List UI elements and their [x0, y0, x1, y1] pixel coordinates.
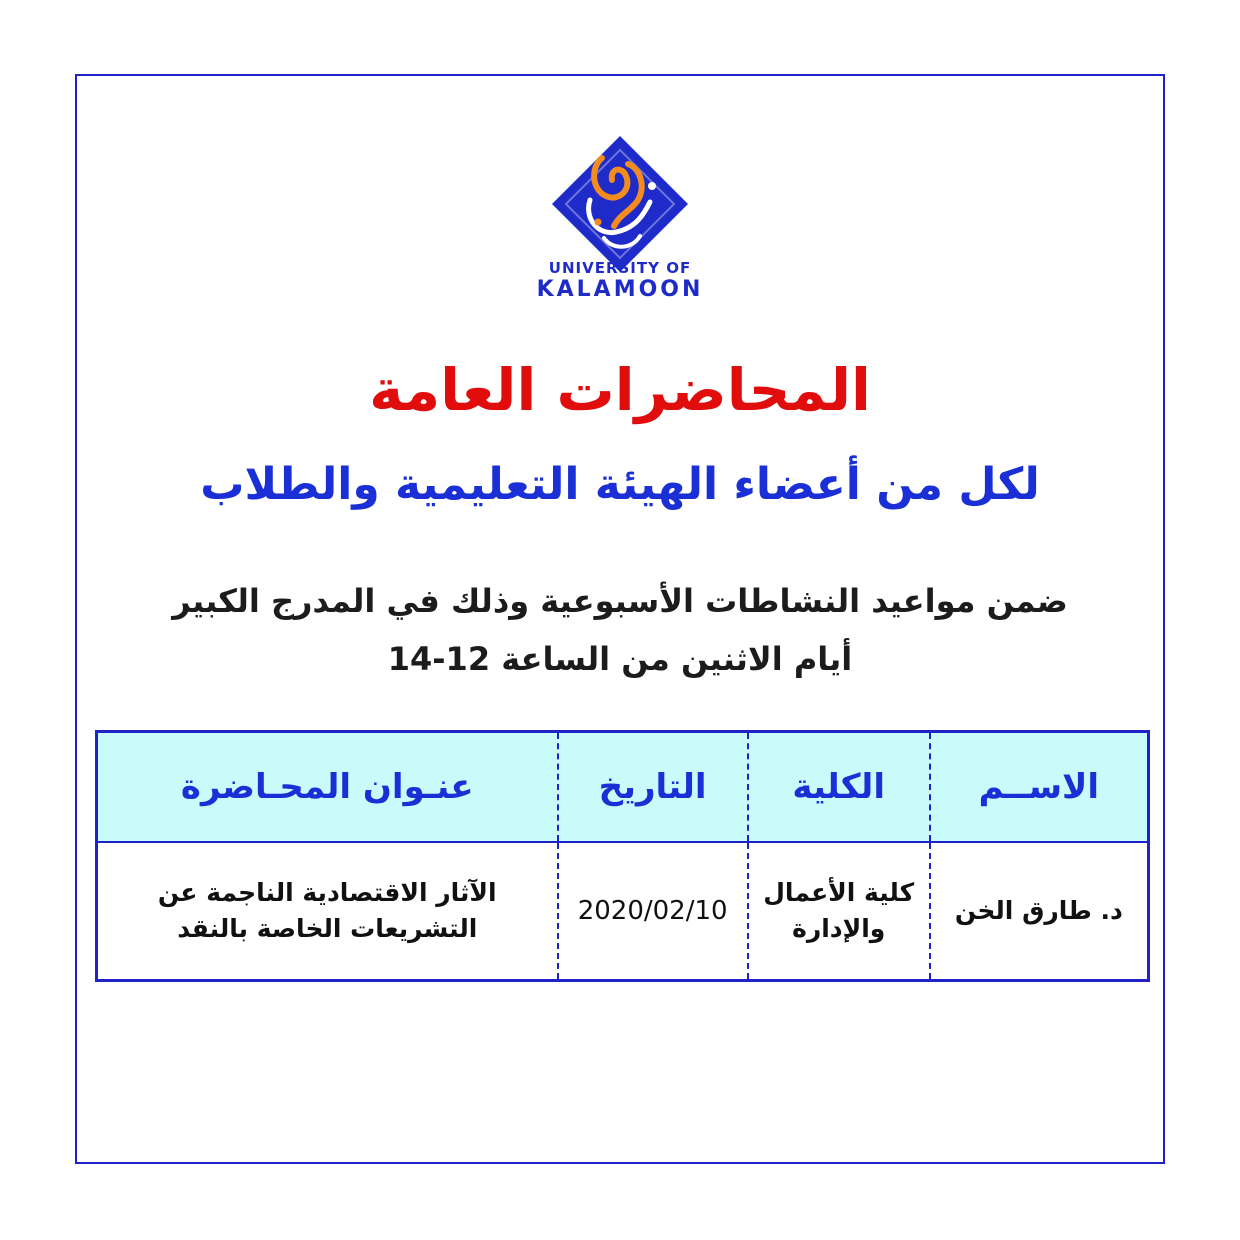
page-subtitle: لكل من أعضاء الهيئة التعليمية والطلاب — [200, 459, 1040, 510]
schedule-info — [110, 572, 1130, 688]
cell-name: د. طارق الخن — [930, 842, 1149, 981]
university-name-line1: UNIVERSITY OF — [548, 259, 692, 277]
cell-date: 2020/02/10 — [558, 842, 748, 981]
header-lecture-title: عنـوان المحـاضرة — [97, 732, 558, 843]
header-name: الاســم — [930, 732, 1149, 843]
cell-title-line1: الآثار الاقتصادية الناجمة عن — [157, 878, 497, 907]
university-name — [520, 257, 720, 301]
cell-faculty-line1: كلية الأعمال — [763, 878, 915, 907]
header-faculty: الكلية — [748, 732, 930, 843]
cell-faculty — [748, 842, 930, 981]
cell-faculty-line2: والإدارة — [792, 914, 886, 943]
schedule-info-line2: أيام الاثنين من الساعة 12-14 — [387, 640, 853, 678]
schedule-info-line1: ضمن مواعيد النشاطات الأسبوعية وذلك في المدرج الكبير — [172, 582, 1068, 620]
cell-lecture-title — [97, 842, 558, 981]
table-row — [97, 842, 1149, 981]
header-date: التاريخ — [558, 732, 748, 843]
university-name-line2: KALAMOON — [536, 277, 704, 302]
cell-title-line2: التشريعات الخاصة بالنقد — [177, 914, 478, 943]
page-title: المحاضرات العامة — [369, 356, 871, 424]
lecture-table — [95, 730, 1150, 982]
table-header-row — [97, 732, 1149, 843]
